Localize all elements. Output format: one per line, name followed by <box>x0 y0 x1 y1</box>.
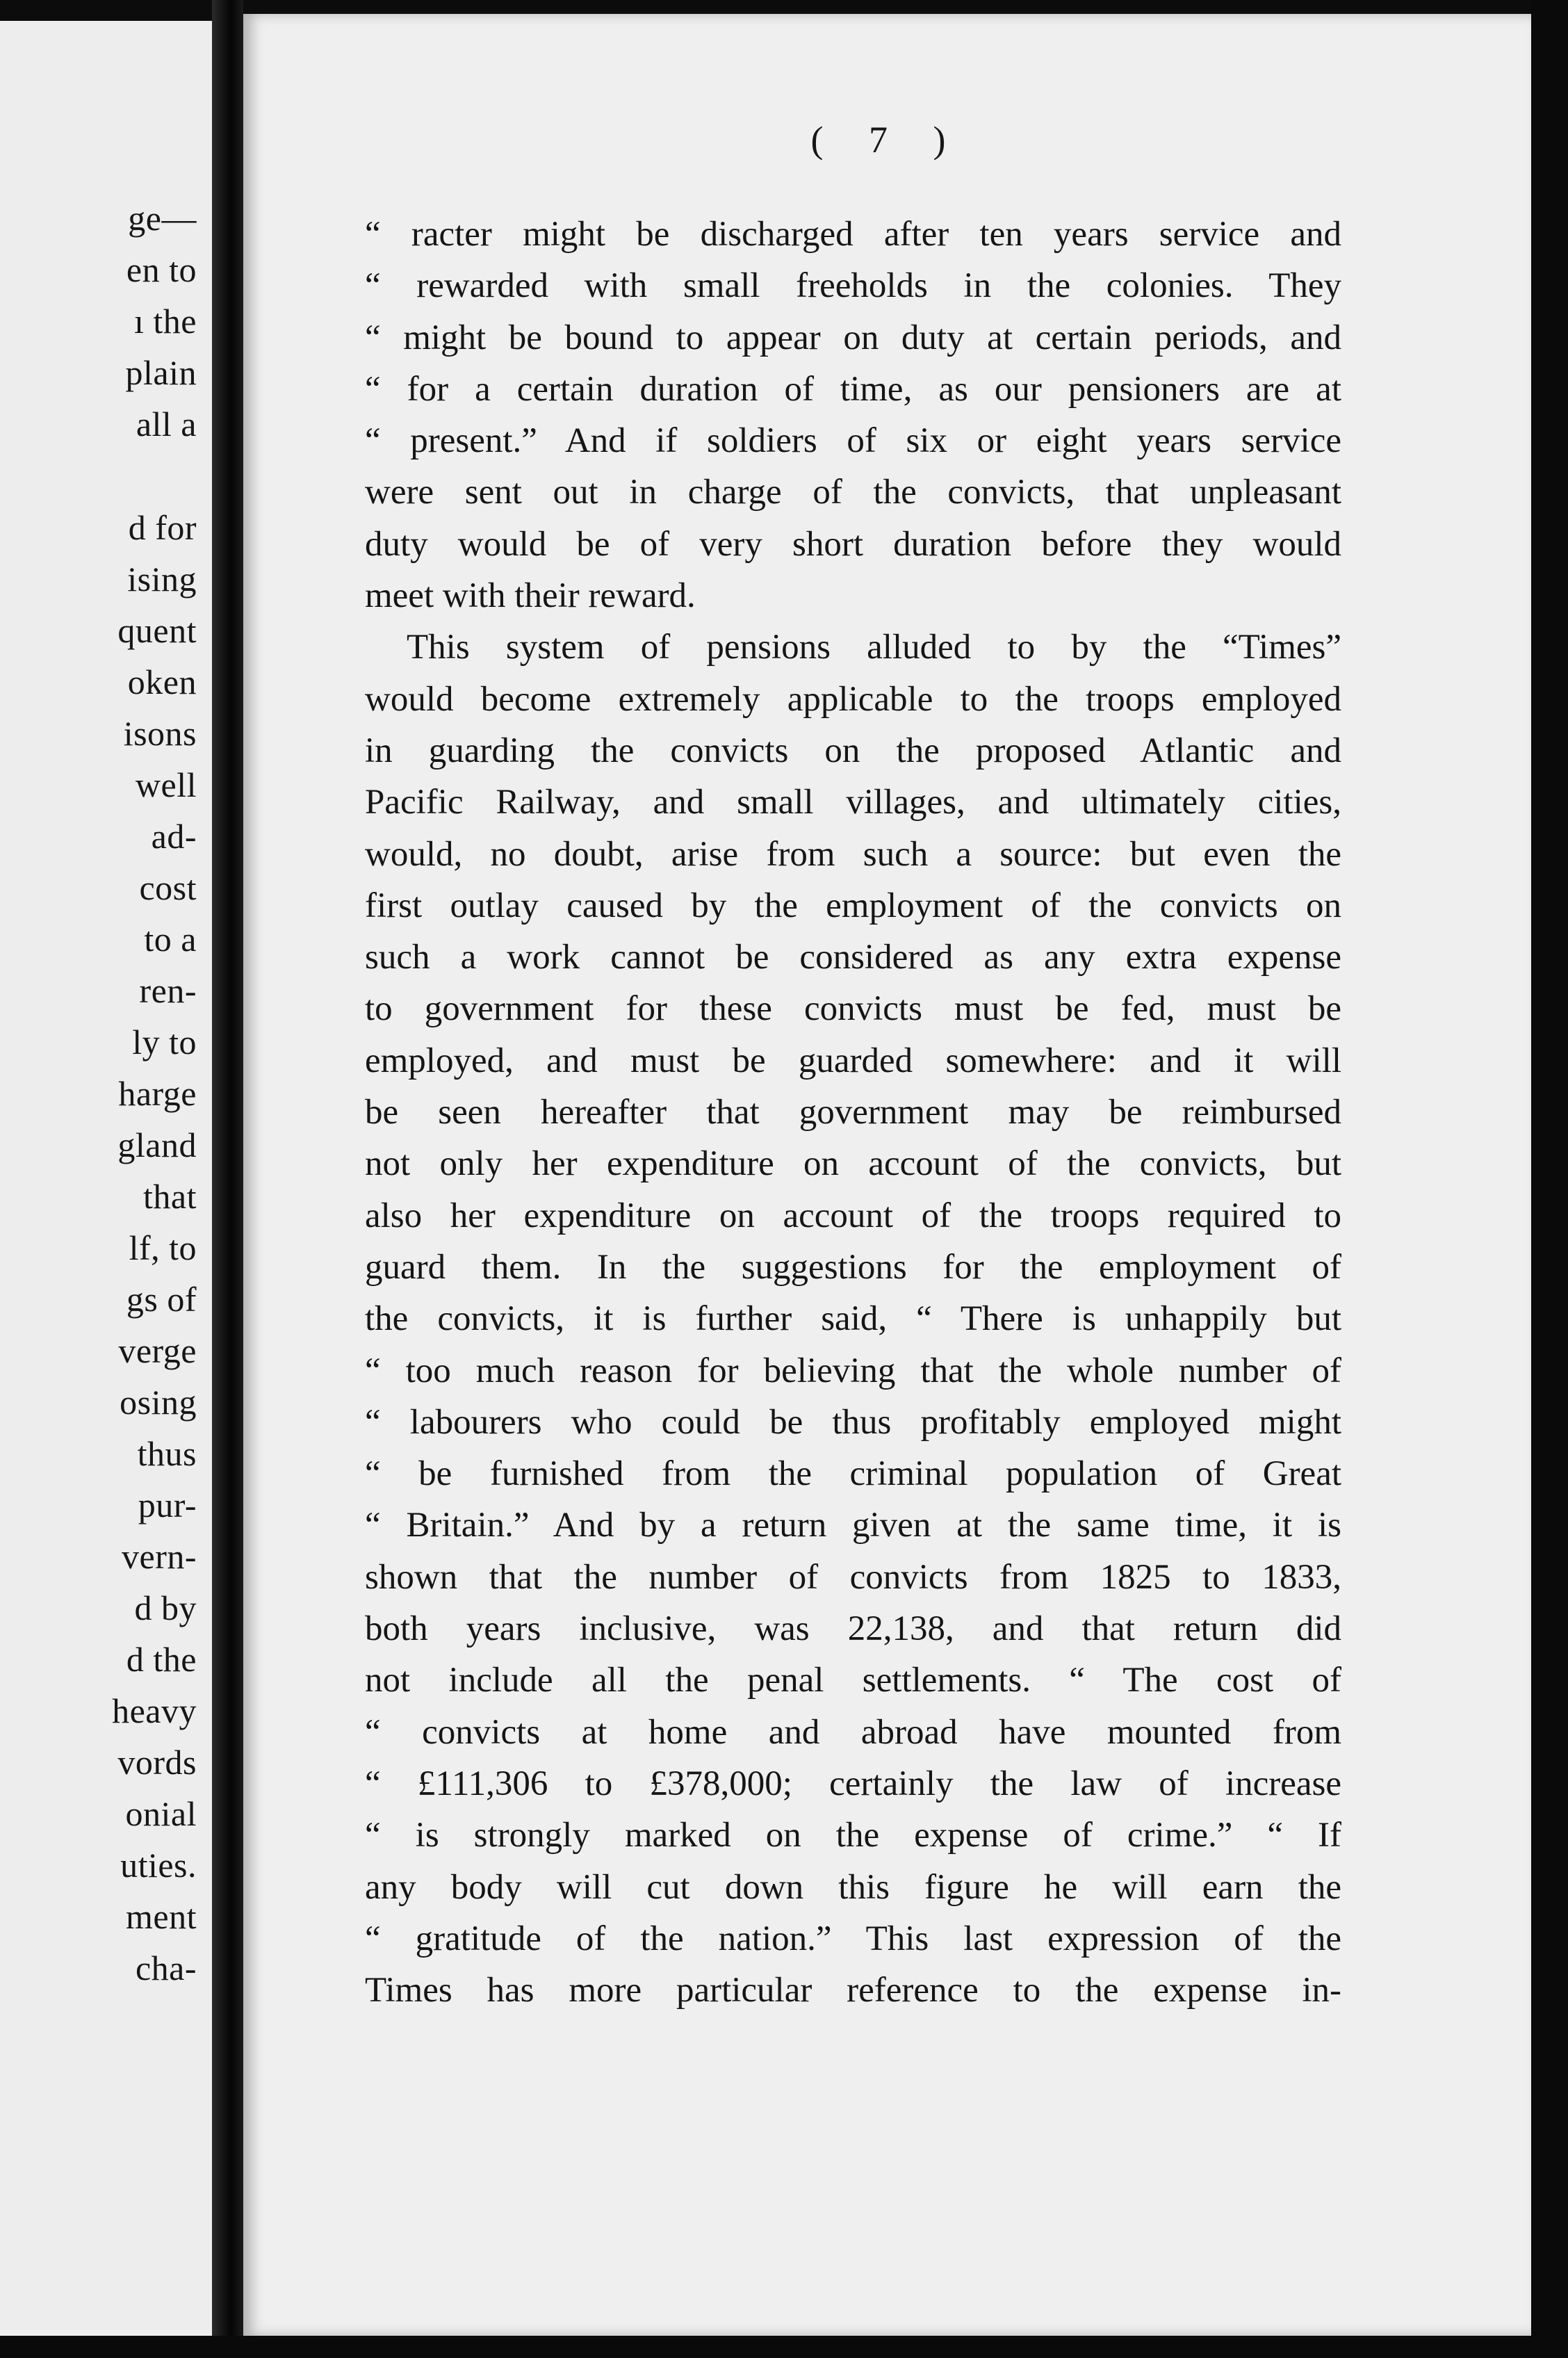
facing-line: plain <box>125 353 197 392</box>
facing-line: osing <box>120 1383 197 1422</box>
facing-line: uties. <box>120 1846 197 1885</box>
text-line: such a work cannot be considered as any extra expense <box>365 938 1341 977</box>
text-line: “ labourers who could be thus profitably employed might <box>365 1402 1341 1442</box>
text-line: shown that the number of convicts from 1825 to 1833, <box>365 1557 1341 1597</box>
text-line: the convicts, it is further said, “ There is unhappily but <box>365 1299 1341 1339</box>
text-line: “ rewarded with small freeholds in the colonies. They <box>365 266 1341 306</box>
facing-line: ad- <box>151 817 197 856</box>
text-line: “ too much reason for believing that the whole number of <box>365 1351 1341 1390</box>
facing-line: ising <box>127 560 197 599</box>
text-line: any body will cut down this figure he will earn the <box>365 1867 1341 1907</box>
text-line: not include all the penal settlements. “ The cost of <box>365 1661 1341 1700</box>
scan-border-right <box>1531 0 1568 2358</box>
text-line: “ be furnished from the criminal population of Great <box>365 1454 1341 1494</box>
text-line: “ Britain.” And by a return given at the same time, it is <box>365 1506 1341 1545</box>
facing-line: quent <box>117 611 197 650</box>
page-number: ( 7 ) <box>810 119 964 161</box>
book-gutter <box>212 0 243 2358</box>
text-line: to government for these convicts must be fed, must be <box>365 989 1341 1029</box>
text-line: Times has more particular reference to the expense in- <box>365 1971 1341 2010</box>
text-line: “ is strongly marked on the expense of crime.” “ If <box>365 1816 1341 1855</box>
text-line: Pacific Railway, and small villages, and ultimately cities, <box>365 783 1341 822</box>
text-line: would, no doubt, arise from such a source: but even the <box>365 834 1341 874</box>
facing-line: lf, to <box>129 1228 197 1267</box>
text-line: “ present.” And if soldiers of six or eight years service <box>365 421 1341 461</box>
facing-line: pur- <box>138 1486 197 1524</box>
facing-line: ment <box>126 1897 197 1936</box>
text-line: This system of pensions alluded to by the “Times” <box>407 628 1341 667</box>
text-line: meet with their reward. <box>365 576 696 616</box>
text-line: “ racter might be discharged after ten years service and <box>365 215 1341 254</box>
text-line: first outlay caused by the employment of the convicts on <box>365 886 1341 925</box>
facing-line: ly to <box>132 1023 197 1062</box>
text-line: were sent out in charge of the convicts, that unpleasant <box>365 473 1341 512</box>
facing-line: onial <box>125 1794 197 1833</box>
text-line: in guarding the convicts on the proposed Atlantic and <box>365 731 1341 770</box>
facing-line: d for <box>128 508 197 547</box>
text-line: duty would be of very short duration before they would <box>365 524 1341 564</box>
facing-line: all a <box>136 405 197 444</box>
facing-line: well <box>135 765 197 804</box>
main-page <box>243 14 1531 2336</box>
facing-line: to a <box>144 920 197 959</box>
facing-line: d by <box>134 1588 197 1627</box>
text-line: be seen hereafter that government may be reimbursed <box>365 1093 1341 1132</box>
facing-line: isons <box>123 714 197 753</box>
body-text <box>365 209 1341 2016</box>
facing-line: ı the <box>134 302 197 341</box>
text-line: both years inclusive, was 22,138, and that return did <box>365 1609 1341 1649</box>
scan-border-bottom <box>0 2336 1568 2358</box>
text-line: also her expenditure on account of the troops required to <box>365 1196 1341 1235</box>
facing-line: cost <box>139 868 197 907</box>
facing-line: vords <box>117 1743 197 1782</box>
text-line: guard them. In the suggestions for the employment of <box>365 1247 1341 1287</box>
text-line: “ might be bound to appear on duty at certain periods, and <box>365 318 1341 357</box>
facing-line: vern- <box>122 1537 197 1576</box>
facing-line: en to <box>126 250 197 289</box>
facing-line: gland <box>117 1125 197 1164</box>
facing-line: cha- <box>135 1949 197 1987</box>
facing-line: ren- <box>139 971 197 1010</box>
text-line: would become extremely applicable to the troops employed <box>365 679 1341 719</box>
facing-line: harge <box>118 1074 197 1113</box>
text-line: not only her expenditure on account of the convicts, but <box>365 1144 1341 1184</box>
facing-line: thus <box>137 1434 197 1473</box>
text-line: “ for a certain duration of time, as our pensioners are at <box>365 369 1341 409</box>
facing-line: heavy <box>112 1691 197 1730</box>
facing-line: ge— <box>128 199 197 238</box>
facing-line: gs of <box>126 1280 197 1319</box>
text-line: employed, and must be guarded somewhere: and it will <box>365 1041 1341 1080</box>
facing-line: oken <box>127 662 197 701</box>
text-line: “ £111,306 to £378,000; certainly the law of increase <box>365 1764 1341 1803</box>
facing-line: verge <box>118 1331 197 1370</box>
facing-line: that <box>143 1177 197 1216</box>
facing-page-fragment <box>0 21 212 2336</box>
facing-line: d the <box>126 1640 197 1679</box>
text-line: “ gratitude of the nation.” This last expression of the <box>365 1919 1341 1958</box>
text-line: “ convicts at home and abroad have mounted from <box>365 1712 1341 1752</box>
